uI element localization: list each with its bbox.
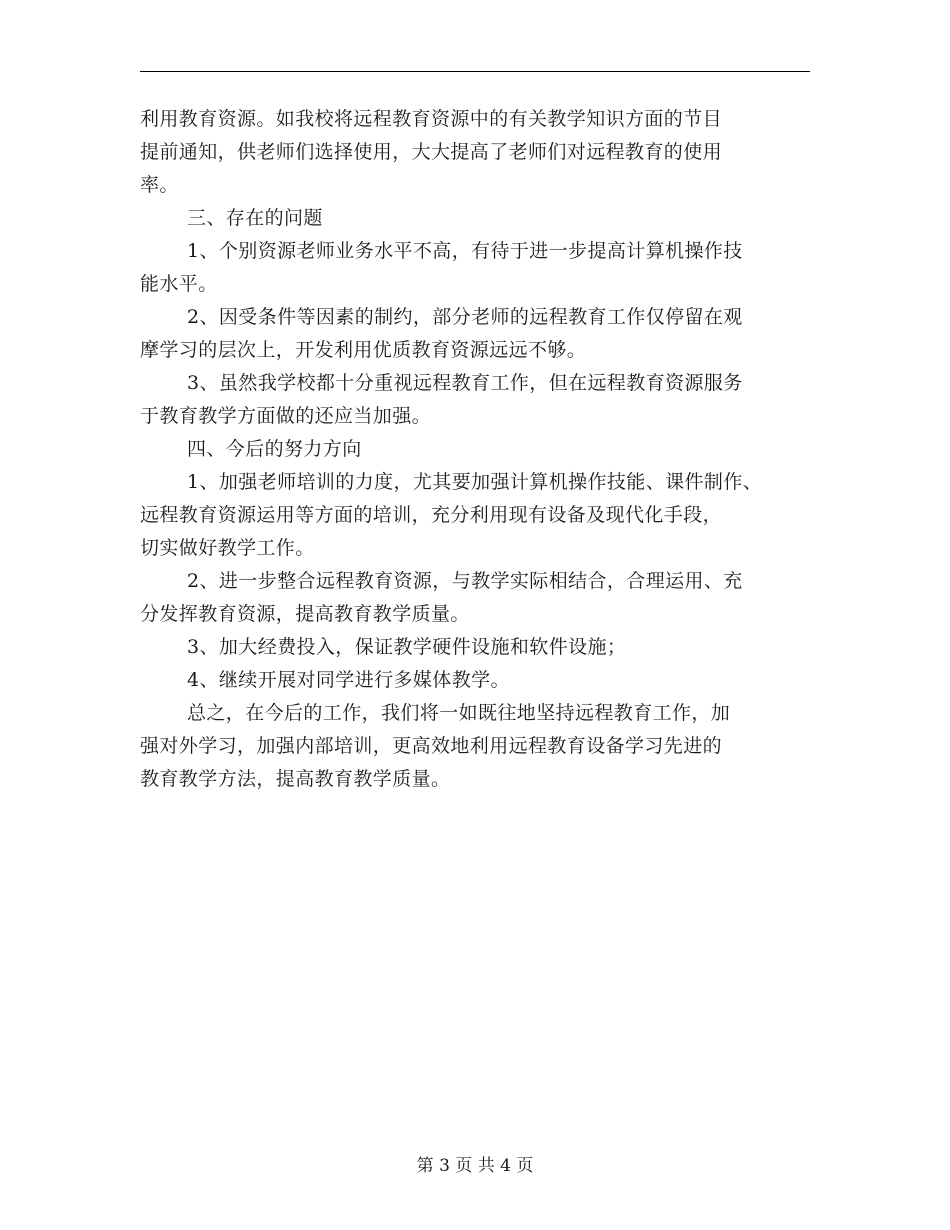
text-line: 1、个别资源老师业务水平不高，有待于进一步提高计算机操作技 [187, 240, 743, 262]
paragraph [140, 301, 820, 367]
text-line: 2、因受条件等因素的制约，部分老师的远程教育工作仅停留在观 [187, 306, 743, 328]
paragraph [140, 631, 820, 664]
text-line: 率。 [140, 174, 179, 196]
text-line: 能水平。 [140, 273, 218, 295]
paragraph [140, 103, 820, 202]
text-line: 3、加大经费投入，保证教学硬件设施和软件设施； [187, 636, 627, 658]
page-footer: 第 3 页 共 4 页 [416, 1156, 534, 1176]
text-line: 四、今后的努力方向 [187, 438, 362, 460]
document-body [140, 103, 820, 796]
text-line: 4、继续开展对同学进行多媒体教学。 [187, 669, 510, 691]
text-line: 教育教学方法，提高教育教学质量。 [140, 768, 451, 790]
paragraph [140, 466, 820, 565]
text-line: 总之，在今后的工作，我们将一如既往地坚持远程教育工作，加 [187, 702, 731, 724]
text-line: 强对外学习，加强内部培训，更高效地利用远程教育设备学习先进的 [140, 735, 723, 757]
paragraph [140, 565, 820, 631]
paragraph [140, 697, 820, 796]
text-line: 3、虽然我学校都十分重视远程教育工作，但在远程教育资源服务 [187, 372, 743, 394]
paragraph [140, 664, 820, 697]
text-line: 摩学习的层次上，开发利用优质教育资源远远不够。 [140, 339, 587, 361]
text-line: 分发挥教育资源，提高教育教学质量。 [140, 603, 470, 625]
text-line: 提前通知，供老师们选择使用，大大提高了老师们对远程教育的使用 [140, 141, 723, 163]
text-line: 三、存在的问题 [187, 207, 323, 229]
text-line: 远程教育资源运用等方面的培训，充分利用现有设备及现代化手段， [140, 504, 723, 526]
paragraph [140, 433, 820, 466]
text-line: 利用教育资源。如我校将远程教育资源中的有关教学知识方面的节目 [140, 108, 723, 130]
text-line: 2、进一步整合远程教育资源，与教学实际相结合，合理运用、充 [187, 570, 743, 592]
text-line: 于教育教学方面做的还应当加强。 [140, 405, 432, 427]
text-line: 切实做好教学工作。 [140, 537, 315, 559]
text-line: 1、加强老师培训的力度，尤其要加强计算机操作技能、课件制作、 [187, 471, 763, 493]
header-rule [140, 71, 810, 72]
paragraph [140, 235, 820, 301]
paragraph [140, 202, 820, 235]
paragraph [140, 367, 820, 433]
